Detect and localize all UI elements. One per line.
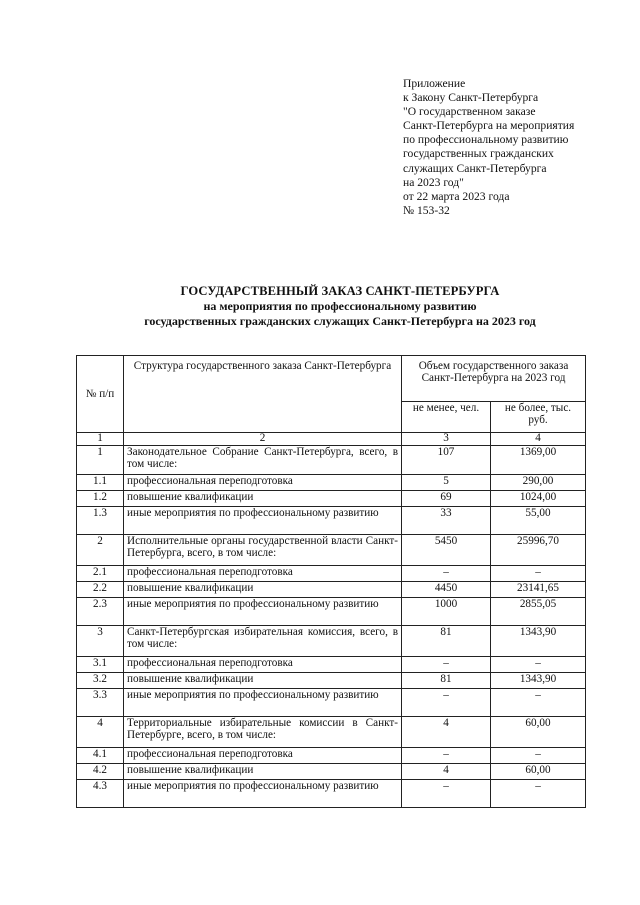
table-row: [77, 626, 586, 657]
row-name: повышение квалификации: [124, 582, 402, 598]
row-name: Исполнительные органы государственной власти Санкт-Петербурга, всего, в том числе:: [124, 535, 402, 566]
row-amount: 60,00: [491, 764, 586, 780]
header-volume: Объем государственного заказа Санкт-Петербурга на 2023 год: [402, 356, 586, 402]
row-number: 3.3: [77, 689, 124, 717]
row-people: 4: [402, 764, 491, 780]
row-amount: –: [491, 566, 586, 582]
row-amount: –: [491, 780, 586, 808]
table-row: [77, 535, 586, 566]
row-people: 5450: [402, 535, 491, 566]
header-number: № п/п: [77, 356, 124, 433]
table-row: [77, 689, 586, 717]
row-name: повышение квалификации: [124, 673, 402, 689]
row-name: Законодательное Собрание Санкт-Петербурга, всего, в том числе:: [124, 446, 402, 475]
row-people: 4: [402, 717, 491, 748]
row-people: 5: [402, 475, 491, 491]
row-amount: –: [491, 748, 586, 764]
table-row: [77, 657, 586, 673]
row-name: иные мероприятия по профессиональному развитию: [124, 507, 402, 535]
header-min-people: не менее, чел.: [402, 402, 491, 433]
row-number: 3.1: [77, 657, 124, 673]
row-amount: 2855,05: [491, 598, 586, 626]
column-number: 3: [402, 433, 491, 446]
row-number: 2: [77, 535, 124, 566]
annex-line: по профессиональному развитию: [403, 133, 569, 147]
table-row: [77, 475, 586, 491]
row-number: 1: [77, 446, 124, 475]
row-amount: –: [491, 657, 586, 673]
column-number: 2: [124, 433, 402, 446]
title-subtitle-line1: на мероприятия по профессиональному развитию: [203, 299, 477, 313]
row-number: 4.3: [77, 780, 124, 808]
annex-line: на 2023 год": [403, 175, 464, 189]
row-people: –: [402, 657, 491, 673]
row-people: –: [402, 566, 491, 582]
annex-line: служащих Санкт-Петербурга: [403, 161, 547, 175]
column-number: 4: [491, 433, 586, 446]
row-name: повышение квалификации: [124, 491, 402, 507]
row-people: 1000: [402, 598, 491, 626]
row-name: профессиональная переподготовка: [124, 475, 402, 491]
row-number: 1.1: [77, 475, 124, 491]
annex-line: Санкт-Петербурга на мероприятия: [403, 119, 575, 133]
row-amount: 1024,00: [491, 491, 586, 507]
row-number: 1.2: [77, 491, 124, 507]
header-max-amount: не более, тыс. руб.: [491, 402, 586, 433]
row-name: повышение квалификации: [124, 764, 402, 780]
column-number: 1: [77, 433, 124, 446]
row-amount: 1369,00: [491, 446, 586, 475]
row-name: иные мероприятия по профессиональному развитию: [124, 689, 402, 717]
table-row: [77, 566, 586, 582]
annex-line: Приложение: [403, 77, 466, 90]
row-number: 4.1: [77, 748, 124, 764]
table-row: [77, 446, 586, 475]
table-row: [77, 582, 586, 598]
row-name: иные мероприятия по профессиональному развитию: [124, 598, 402, 626]
row-name: Территориальные избирательные комиссии в Санкт-Петербурге, всего, в том числе:: [124, 717, 402, 748]
table-row: [77, 717, 586, 748]
row-name: Санкт-Петербургская избирательная комиссия, всего, в том числе:: [124, 626, 402, 657]
row-number: 4: [77, 717, 124, 748]
row-people: 81: [402, 626, 491, 657]
row-people: 69: [402, 491, 491, 507]
annex-line: от 22 марта 2023 года: [403, 189, 510, 203]
row-number: 2.2: [77, 582, 124, 598]
row-number: 2.1: [77, 566, 124, 582]
row-amount: 25996,70: [491, 535, 586, 566]
row-amount: 290,00: [491, 475, 586, 491]
row-amount: 1343,90: [491, 626, 586, 657]
row-amount: 23141,65: [491, 582, 586, 598]
row-number: 3.2: [77, 673, 124, 689]
document-title: [60, 284, 620, 328]
row-amount: –: [491, 689, 586, 717]
annex-block: [403, 77, 623, 218]
row-people: 33: [402, 507, 491, 535]
table-row: [77, 507, 586, 535]
row-amount: 55,00: [491, 507, 586, 535]
annex-line: "О государственном заказе: [403, 105, 536, 119]
order-table: [76, 355, 586, 808]
row-number: 1.3: [77, 507, 124, 535]
header-structure: Структура государственного заказа Санкт-Петербурга: [124, 356, 402, 433]
row-name: иные мероприятия по профессиональному развитию: [124, 780, 402, 808]
table-row: [77, 780, 586, 808]
table-row: [77, 748, 586, 764]
table-row: [77, 673, 586, 689]
table-row: [77, 764, 586, 780]
table-row: [77, 491, 586, 507]
row-name: профессиональная переподготовка: [124, 657, 402, 673]
row-amount: 60,00: [491, 717, 586, 748]
annex-line: государственных гражданских: [403, 147, 554, 161]
row-people: 4450: [402, 582, 491, 598]
annex-law-number: № 153-32: [403, 203, 450, 217]
row-people: –: [402, 748, 491, 764]
row-name: профессиональная переподготовка: [124, 566, 402, 582]
row-name: профессиональная переподготовка: [124, 748, 402, 764]
title-main: ГОСУДАРСТВЕННЫЙ ЗАКАЗ САНКТ-ПЕТЕРБУРГА: [180, 284, 500, 298]
row-number: 4.2: [77, 764, 124, 780]
annex-line: к Закону Санкт-Петербурга: [403, 91, 539, 105]
row-people: –: [402, 689, 491, 717]
row-people: 81: [402, 673, 491, 689]
row-people: –: [402, 780, 491, 808]
row-amount: 1343,90: [491, 673, 586, 689]
row-number: 2.3: [77, 598, 124, 626]
table-row: [77, 598, 586, 626]
row-people: 107: [402, 446, 491, 475]
row-number: 3: [77, 626, 124, 657]
title-subtitle-line2: государственных гражданских служащих Санкт-Петербурга на 2023 год: [144, 313, 536, 328]
